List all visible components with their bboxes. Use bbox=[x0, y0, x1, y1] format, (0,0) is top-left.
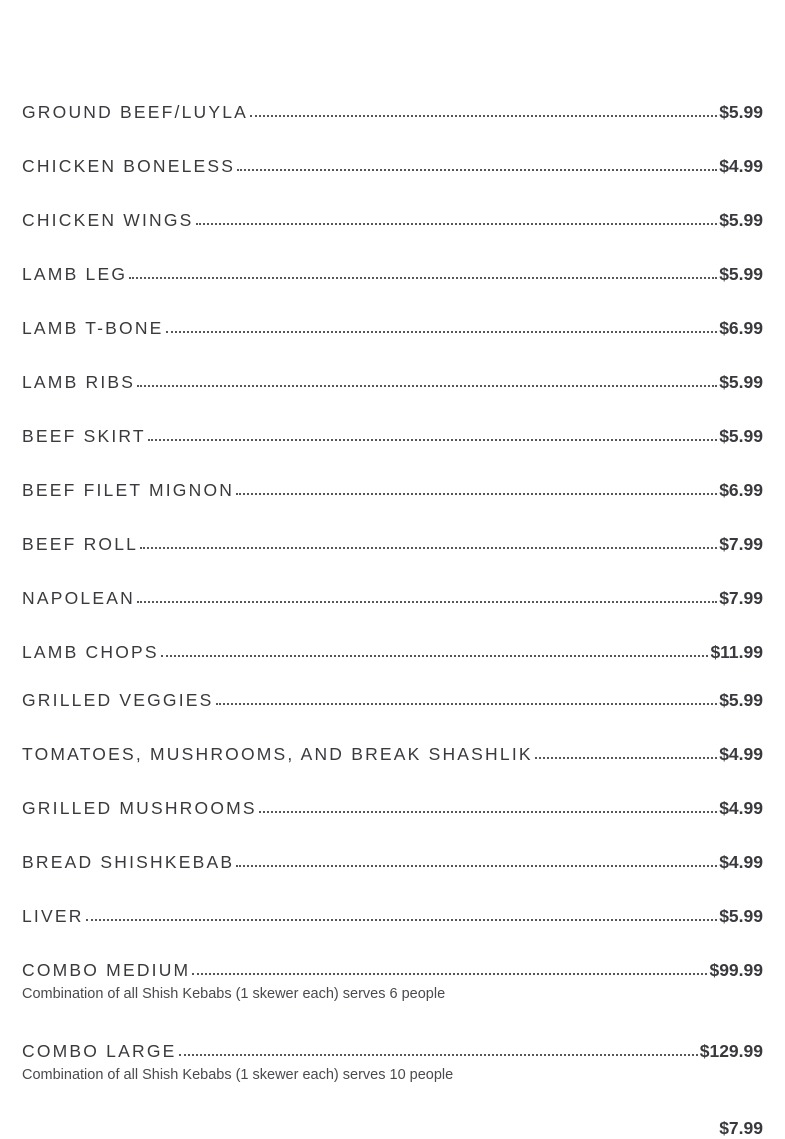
menu-item bbox=[22, 960, 763, 1002]
menu-item-name: BEEF FILET MIGNON bbox=[22, 480, 235, 500]
dot-leader bbox=[137, 385, 717, 387]
menu-item-price: $4.99 bbox=[719, 852, 763, 872]
menu-item-name: LAMB LEG bbox=[22, 264, 128, 284]
menu-item-price: $5.99 bbox=[719, 264, 763, 284]
menu-item bbox=[22, 744, 763, 766]
menu-item-price: $4.99 bbox=[719, 156, 763, 176]
menu-item-name: GRILLED MUSHROOMS bbox=[22, 798, 257, 818]
dot-leader bbox=[250, 115, 717, 117]
dot-leader bbox=[535, 757, 717, 759]
menu-item bbox=[22, 372, 763, 394]
menu-item-price: $4.99 bbox=[719, 798, 763, 818]
menu-item-price: $5.99 bbox=[719, 690, 763, 710]
menu-item bbox=[22, 480, 763, 502]
dot-leader bbox=[236, 865, 717, 867]
menu-item-price-partial: $7.99 bbox=[719, 1118, 763, 1138]
menu-item bbox=[22, 318, 763, 340]
menu-item-description: Combination of all Shish Kebabs (1 skewer each) serves 6 people bbox=[22, 986, 446, 1002]
menu-item-name: LIVER bbox=[22, 906, 84, 926]
menu-item-name: CHICKEN BONELESS bbox=[22, 156, 236, 176]
menu-item-name: LAMB RIBS bbox=[22, 372, 136, 392]
menu-item-name: GROUND BEEF/LUYLA bbox=[22, 102, 249, 122]
menu-item-name: COMBO LARGE bbox=[22, 1041, 177, 1061]
menu-item-name: NAPOLEAN bbox=[22, 588, 135, 608]
menu-item-price: $5.99 bbox=[719, 210, 763, 230]
menu-item-price: $4.99 bbox=[719, 744, 763, 764]
menu-item-name: LAMB T-BONE bbox=[22, 318, 164, 338]
menu-item bbox=[22, 690, 763, 712]
menu-item-description: Combination of all Shish Kebabs (1 skewer each) serves 10 people bbox=[22, 1067, 454, 1083]
menu-item-name: BEEF SKIRT bbox=[22, 426, 146, 446]
menu-item-name: COMBO MEDIUM bbox=[22, 960, 191, 980]
dot-leader bbox=[179, 1054, 698, 1056]
dot-leader bbox=[166, 331, 718, 333]
menu-item-name: GRILLED VEGGIES bbox=[22, 690, 214, 710]
menu-item-name: LAMB CHOPS bbox=[22, 642, 159, 662]
menu-item-name: CHICKEN WINGS bbox=[22, 210, 194, 230]
menu-item bbox=[22, 534, 763, 556]
dot-leader bbox=[236, 493, 717, 495]
menu-item bbox=[22, 588, 763, 610]
menu-item-name: BREAD SHISHKEBAB bbox=[22, 852, 235, 872]
dot-leader bbox=[137, 601, 717, 603]
menu-item bbox=[22, 264, 763, 286]
menu-item-price: $7.99 bbox=[719, 534, 763, 554]
menu-item bbox=[22, 102, 763, 124]
dot-leader bbox=[161, 655, 709, 657]
dot-leader bbox=[259, 811, 717, 813]
dot-leader bbox=[192, 973, 707, 975]
dot-leader bbox=[86, 919, 718, 921]
dot-leader bbox=[237, 169, 717, 171]
menu-item-price: $11.99 bbox=[710, 642, 763, 662]
menu-item bbox=[22, 1041, 763, 1083]
dot-leader bbox=[216, 703, 718, 705]
dot-leader bbox=[196, 223, 718, 225]
menu-item bbox=[22, 906, 763, 928]
menu-item-price: $5.99 bbox=[719, 102, 763, 122]
dot-leader bbox=[148, 439, 717, 441]
menu-item-name: TOMATOES, MUSHROOMS, AND BREAK SHASHLIK bbox=[22, 744, 533, 764]
menu-item bbox=[22, 156, 763, 178]
menu-item bbox=[22, 642, 763, 664]
dot-leader bbox=[129, 277, 717, 279]
menu-item bbox=[22, 852, 763, 874]
menu-item bbox=[22, 426, 763, 448]
menu-item bbox=[22, 798, 763, 820]
menu-item-price: $129.99 bbox=[699, 1041, 763, 1061]
menu-item-price: $7.99 bbox=[719, 588, 763, 608]
menu-item-price: $6.99 bbox=[719, 318, 763, 338]
menu-item-name: BEEF ROLL bbox=[22, 534, 139, 554]
menu-item bbox=[22, 210, 763, 232]
menu-item-price: $5.99 bbox=[719, 906, 763, 926]
menu-item-price: $5.99 bbox=[719, 372, 763, 392]
menu-item-price: $5.99 bbox=[719, 426, 763, 446]
dot-leader bbox=[140, 547, 717, 549]
menu-item-price: $6.99 bbox=[719, 480, 763, 500]
menu-item-price: $99.99 bbox=[709, 960, 763, 980]
